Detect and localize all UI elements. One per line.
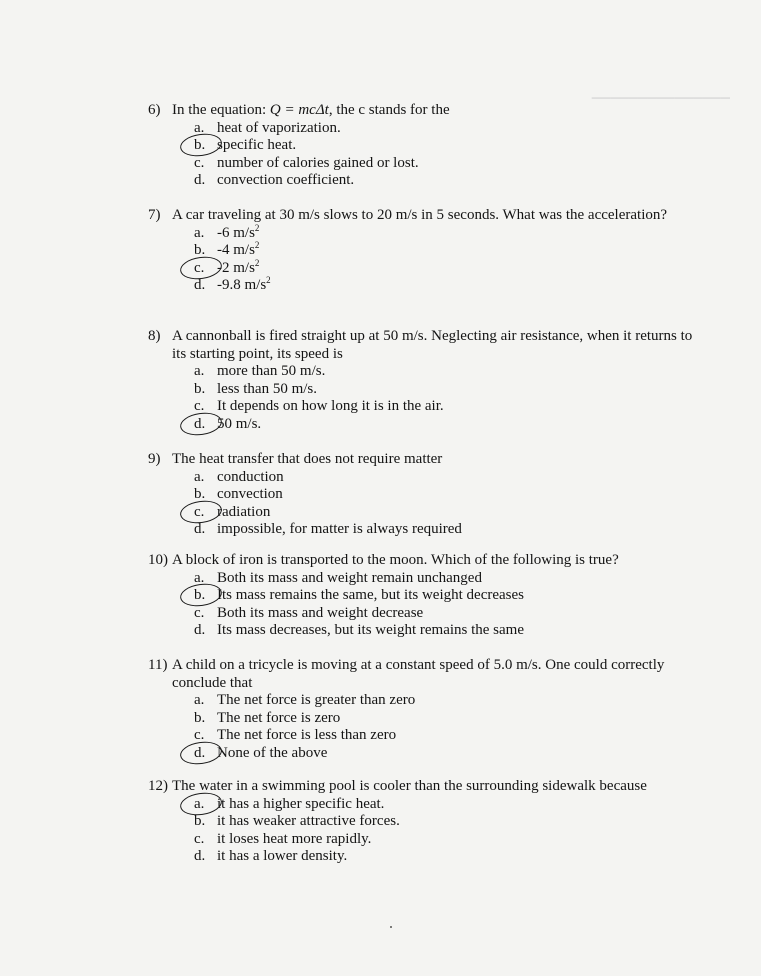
option-letter: c.: [194, 398, 205, 414]
question-number: 6): [148, 102, 161, 118]
option-text: It depends on how long it is in the air.: [217, 398, 444, 414]
option-text: impossible, for matter is always required: [217, 521, 462, 537]
question-stem: [148, 552, 708, 570]
option-letter: c.: [194, 259, 205, 276]
option-letter: c.: [194, 604, 205, 621]
question-7: [148, 207, 708, 295]
option-text: 50 m/s.: [217, 415, 262, 432]
option-text: radiation: [217, 503, 271, 520]
option-text: heat of vaporization.: [217, 119, 341, 136]
answer-option-c: [194, 605, 708, 623]
question-number: 9): [148, 451, 161, 467]
option-letter: c.: [194, 830, 205, 847]
answer-option-d: [194, 521, 708, 539]
answer-option-d: [194, 416, 708, 434]
answer-option-c: [194, 257, 708, 278]
answer-option-d: [194, 172, 708, 190]
option-letter: c.: [194, 503, 205, 520]
option-letter: d.: [194, 848, 206, 864]
answer-option-b: [194, 587, 708, 605]
answer-option-a: [194, 469, 708, 487]
answer-option-c: [194, 727, 708, 745]
option-letter: b.: [194, 486, 206, 502]
option-letter: d.: [194, 521, 206, 537]
option-letter: a.: [194, 468, 205, 485]
option-text: it has weaker attractive forces.: [217, 813, 400, 829]
question-stem: [148, 778, 708, 796]
question-text-pre: In the equation:: [172, 102, 270, 118]
question-text: The water in a swimming pool is cooler than the surrounding sidewalk because: [172, 778, 647, 794]
option-text: conduction: [217, 468, 284, 485]
option-letter: b.: [194, 709, 206, 726]
question-text-post: , the c stands for the: [328, 102, 450, 118]
option-letter: a.: [194, 569, 205, 586]
option-text: it has a lower density.: [217, 848, 348, 864]
option-letter: d.: [194, 172, 206, 188]
question-number: 10): [148, 552, 168, 568]
option-letter: a.: [194, 119, 205, 136]
question-text: A cannonball is fired straight up at 50 m/s. Neglecting air resistance, when it returns to its starting point, its speed is: [172, 328, 693, 362]
option-letter: d.: [194, 622, 206, 638]
question-stem: [148, 328, 708, 363]
option-text: it loses heat more rapidly.: [217, 830, 372, 847]
option-text: number of calories gained or lost.: [217, 154, 419, 171]
option-letter: b.: [194, 380, 206, 397]
option-letter: c.: [194, 154, 205, 171]
option-letter: a.: [194, 795, 205, 812]
option-text: The net force is less than zero: [217, 727, 397, 743]
question-stem: [148, 657, 708, 692]
answer-option-a: [194, 796, 708, 814]
option-letter: b.: [194, 242, 206, 258]
answer-option-a: [194, 363, 708, 381]
question-text: A block of iron is transported to the moon. Which of the following is true?: [172, 552, 619, 568]
option-text: -2 m/s: [217, 259, 255, 276]
answer-option-d: [194, 622, 708, 640]
question-11: [148, 657, 708, 762]
answer-option-a: [194, 120, 708, 138]
equation: Q = mcΔt: [269, 102, 329, 118]
option-letter: b.: [194, 587, 206, 603]
option-letter: b.: [194, 137, 206, 153]
option-letter: c.: [194, 727, 205, 743]
option-text: convection: [217, 486, 283, 502]
question-stem: [148, 102, 708, 120]
option-text: Its mass decreases, but its weight remains the same: [217, 622, 525, 638]
option-letter: b.: [194, 813, 206, 829]
question-stem: [148, 207, 708, 225]
answer-option-b: [194, 381, 708, 399]
answer-option-b: [194, 813, 708, 831]
option-exponent: 2: [254, 240, 260, 250]
question-9: [148, 451, 708, 539]
option-text: less than 50 m/s.: [217, 380, 317, 397]
bleed-through: ───────────────: [591, 90, 730, 104]
question-10: [148, 552, 708, 640]
option-text: -6 m/s: [217, 224, 255, 241]
option-text: The net force is zero: [217, 709, 341, 726]
answer-option-d: [194, 277, 708, 295]
answer-option-b: [194, 710, 708, 728]
answer-option-b: [194, 242, 708, 260]
question-stem: [148, 451, 708, 469]
option-text: more than 50 m/s.: [217, 363, 326, 379]
answer-option-a: [194, 692, 708, 710]
option-letter: a.: [194, 692, 205, 708]
question-6: [148, 102, 708, 190]
option-letter: a.: [194, 224, 205, 241]
question-number: 12): [148, 778, 168, 794]
question-text: A car traveling at 30 m/s slows to 20 m/s in 5 seconds. What was the acceleration?: [172, 207, 668, 223]
answer-option-d: [194, 848, 708, 866]
option-letter: d.: [194, 277, 206, 293]
option-letter: d.: [194, 744, 206, 761]
question-text: [172, 102, 708, 120]
question-text: A child on a tricycle is moving at a constant speed of 5.0 m/s. One could correctly conclude that: [172, 657, 665, 691]
answer-option-d: [194, 745, 708, 763]
answer-option-b: [194, 486, 708, 504]
option-text: convection coefficient.: [217, 172, 355, 188]
option-exponent: 2: [266, 275, 271, 285]
option-exponent: 2: [254, 222, 260, 233]
answer-option-a: [194, 222, 708, 243]
option-text: None of the above: [217, 744, 328, 761]
option-letter: d.: [194, 415, 206, 432]
answer-option-c: [194, 398, 708, 416]
answer-option-a: [194, 570, 708, 588]
question-12: [148, 778, 708, 866]
option-text: Both its mass and weight remain unchanged: [217, 569, 482, 586]
stray-mark: [390, 926, 392, 928]
question-8: [148, 328, 708, 433]
question-number: 7): [148, 207, 161, 223]
option-text: -9.8 m/s: [217, 277, 267, 293]
option-text: Its mass remains the same, but its weight decreases: [217, 587, 525, 603]
option-exponent: 2: [254, 257, 260, 268]
option-text: specific heat.: [217, 137, 297, 153]
question-number: 8): [148, 328, 161, 344]
question-number: 11): [148, 657, 168, 673]
option-text: -4 m/s: [217, 242, 255, 258]
answer-option-c: [194, 155, 708, 173]
option-letter: a.: [194, 363, 205, 379]
option-text: Both its mass and weight decrease: [217, 604, 424, 621]
answer-option-c: [194, 504, 708, 522]
option-text: The net force is greater than zero: [217, 692, 416, 708]
option-text: it has a higher specific heat.: [217, 795, 385, 812]
question-text: The heat transfer that does not require matter: [172, 451, 443, 467]
answer-option-c: [194, 831, 708, 849]
answer-option-b: [194, 137, 708, 155]
